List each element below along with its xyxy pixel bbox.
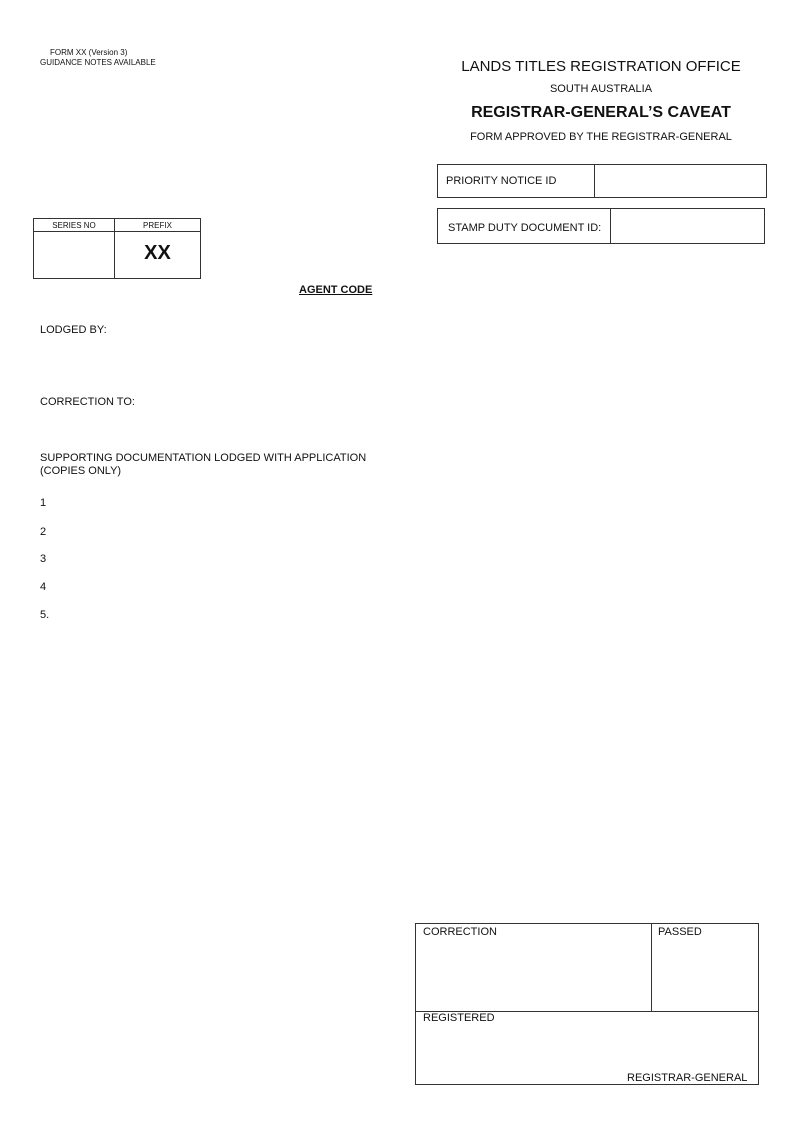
state-name: SOUTH AUSTRALIA	[549, 83, 653, 95]
series-header-line	[34, 231, 200, 232]
priority-notice-label: PRIORITY NOTICE ID	[446, 175, 557, 187]
supporting-item-4: 4	[40, 581, 47, 593]
office-name: LANDS TITLES REGISTRATION OFFICE	[461, 58, 741, 75]
form-approval: FORM APPROVED BY THE REGISTRAR-GENERAL	[470, 131, 732, 143]
registered-label: REGISTERED	[423, 1012, 495, 1024]
supporting-item-2: 2	[40, 526, 47, 538]
guidance-notes: GUIDANCE NOTES AVAILABLE	[40, 58, 156, 67]
agent-code-label: AGENT CODE	[299, 284, 373, 296]
correction-to-label: CORRECTION TO:	[40, 396, 135, 408]
stamp-duty-label: STAMP DUTY DOCUMENT ID:	[448, 222, 602, 234]
stamp-duty-box	[437, 208, 765, 244]
lodged-by-label: LODGED BY:	[40, 324, 107, 336]
prefix-value: XX	[144, 242, 171, 264]
office-use-vertical-divider	[651, 924, 652, 1011]
priority-notice-box	[437, 164, 767, 198]
series-no-label: SERIES NO	[52, 221, 96, 230]
series-no-value[interactable]	[38, 235, 110, 273]
form-version: FORM XX (Version 3)	[50, 48, 128, 57]
stamp-divider	[610, 209, 611, 243]
priority-divider	[594, 165, 595, 197]
series-prefix-box	[33, 218, 201, 279]
registrar-general-label: REGISTRAR-GENERAL	[627, 1072, 748, 1084]
supporting-item-3: 3	[40, 553, 47, 565]
prefix-label: PREFIX	[143, 221, 172, 230]
supporting-item-1: 1	[40, 497, 47, 509]
supporting-docs-subheading: (COPIES ONLY)	[40, 465, 122, 477]
priority-notice-value[interactable]	[598, 175, 763, 189]
supporting-docs-heading: SUPPORTING DOCUMENTATION LODGED WITH APPLICATION	[40, 452, 367, 464]
stamp-duty-value[interactable]	[614, 221, 759, 235]
passed-label: PASSED	[658, 926, 702, 938]
supporting-item-5: 5.	[40, 609, 50, 621]
correction-label: CORRECTION	[423, 926, 497, 938]
office-use-box	[415, 923, 759, 1085]
form-title: REGISTRAR-GENERAL’S CAVEAT	[471, 104, 731, 121]
